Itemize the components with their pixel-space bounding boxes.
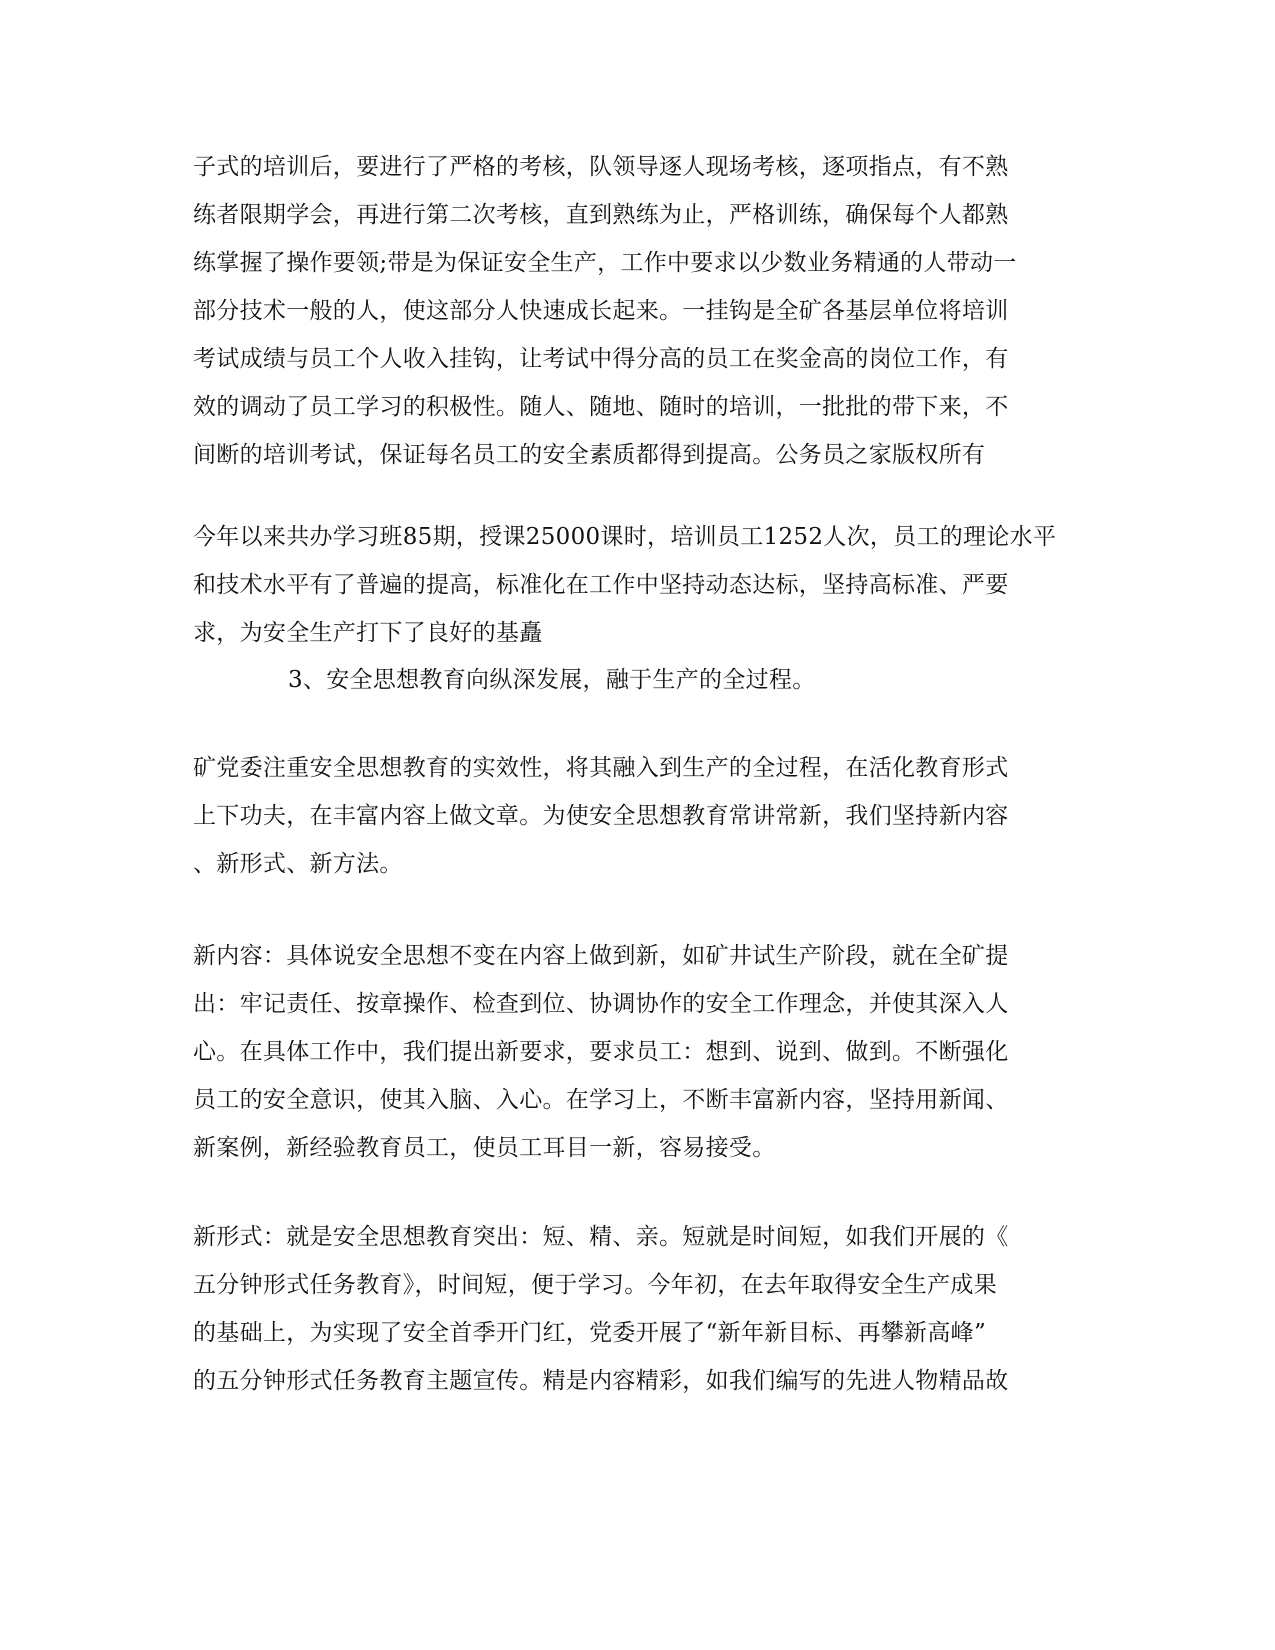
text-line: 新案例，新经验教育员工，使员工耳目一新，容易接受。 xyxy=(193,1135,776,1161)
text-line: 、新形式、新方法。 xyxy=(193,851,403,877)
text-line: 出：牢记责任、按章操作、检查到位、协调协作的安全工作理念，并使其深入人 xyxy=(193,991,1009,1017)
text-line: 求，为安全生产打下了良好的基矗 xyxy=(193,620,543,646)
paragraph-new-form xyxy=(193,1213,1073,1405)
text-line: 子式的培训后，要进行了严格的考核，队领导逐人现场考核，逐项指点，有不熟 xyxy=(193,154,1009,180)
text-line: 间断的培训考试，保证每名员工的安全素质都得到提高。公务员之家版权所有 xyxy=(193,442,986,468)
text-line: 新内容：具体说安全思想不变在内容上做到新，如矿井试生产阶段，就在全矿提 xyxy=(193,943,1009,969)
text-line: 练者限期学会，再进行第二次考核，直到熟练为止，严格训练，确保每个人都熟 xyxy=(193,202,1009,228)
text-line: 的五分钟形式任务教育主题宣传。精是内容精彩，如我们编写的先进人物精品故 xyxy=(193,1368,1009,1394)
text-line: 上下功夫，在丰富内容上做文章。为使安全思想教育常讲常新，我们坚持新内容 xyxy=(193,803,1009,829)
paragraph-new-content xyxy=(193,932,1073,1172)
text-line: 考试成绩与员工个人收入挂钩，让考试中得分高的员工在奖金高的岗位工作，有 xyxy=(193,346,1009,372)
paragraph-training-assessment xyxy=(193,143,1073,479)
text-line: 部分技术一般的人，使这部分人快速成长起来。一挂钩是全矿各基层单位将培训 xyxy=(193,298,1009,324)
text-line: 新形式：就是安全思想教育突出：短、精、亲。短就是时间短，如我们开展的《 xyxy=(193,1224,1009,1250)
text-line: 员工的安全意识，使其入脑、入心。在学习上，不断丰富新内容，坚持用新闻、 xyxy=(193,1087,1009,1113)
text-line: 和技术水平有了普遍的提高，标准化在工作中坚持动态达标，坚持高标准、严要 xyxy=(193,572,1009,598)
section-heading xyxy=(288,656,1168,704)
heading-line: 3、安全思想教育向纵深发展，融于生产的全过程。 xyxy=(288,667,816,693)
text-line: 的基础上，为实现了安全首季开门红，党委开展了“新年新目标、再攀新高峰” xyxy=(193,1320,987,1346)
text-line: 矿党委注重安全思想教育的实效性，将其融入到生产的全过程，在活化教育形式 xyxy=(193,755,1009,781)
paragraph-training-statistics xyxy=(193,513,1073,657)
text-line: 心。在具体工作中，我们提出新要求，要求员工：想到、说到、做到。不断强化 xyxy=(193,1039,1009,1065)
text-line: 效的调动了员工学习的积极性。随人、随地、随时的培训，一批批的带下来，不 xyxy=(193,394,1009,420)
paragraph-safety-education xyxy=(193,744,1073,888)
text-line: 五分钟形式任务教育》，时间短，便于学习。今年初，在去年取得安全生产成果 xyxy=(193,1272,997,1298)
text-line: 今年以来共办学习班85期，授课25000课时，培训员工1252人次，员工的理论水平 xyxy=(193,524,1057,550)
text-line: 练掌握了操作要领;带是为保证安全生产，工作中要求以少数业务精通的人带动一 xyxy=(193,250,1017,276)
